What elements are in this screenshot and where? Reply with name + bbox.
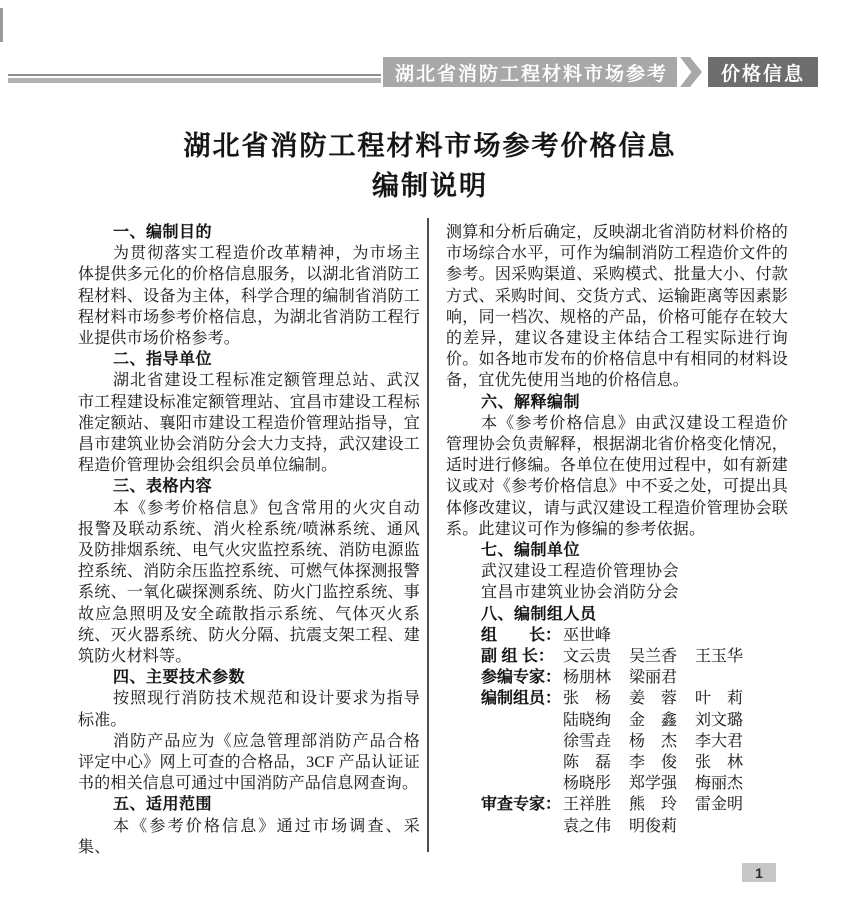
scan-edge-mark xyxy=(0,8,3,42)
section-heading: 六、解释编制 xyxy=(481,393,581,411)
banner-right-label: 价格信息 xyxy=(708,57,818,87)
paragraph: 本《参考价格信息》由武汉建设工程造价管理协会负责解释，根据湖北省价格变化情况，适时进行修编。各单位在使用过程中，如有新建议或对《参考价格信息》中不妥之处，可提出具体修改建议，请与武汉建设工程造价管理协会联系。此建议可作为修编的参考依据。 xyxy=(446,414,788,538)
roster-label: 参编专家： xyxy=(481,669,562,687)
header-rule-thick xyxy=(8,78,381,83)
roster-name: 杨 杰 xyxy=(629,732,678,750)
paragraph: 为贯彻落实工程造价改革精神，为市场主体提供多元化的价格信息服务，以湖北省消防工程材料、设备为主体，科学合理的编制省消防工程材料市场参考价格信息，为湖北省消防工程行业提供市场价格参考。 xyxy=(78,245,420,348)
section-heading: 三、表格内容 xyxy=(113,478,213,496)
page-title-line1: 湖北省消防工程材料市场参考价格信息 xyxy=(183,131,677,161)
chevron-right-icon xyxy=(680,57,702,87)
roster-row xyxy=(446,688,788,709)
roster-label: 编制组员： xyxy=(481,690,562,708)
roster-name: 袁之伟 xyxy=(563,817,612,835)
paragraph: 测算和分析后确定，反映湖北省消防材料价格的市场综合水平，可作为编制消防工程造价文件的参考。因采购渠道、采购模式、批量大小、付款方式、采购时间、交货方式、运输距离等因素影响，同一档次、规格的产品，价格可能存在较大的差异，建议各建设主体结合工程实际进行询价。如各地市发布的价格信息中有相同的材料设备，宜优先使用当地的价格信息。 xyxy=(446,224,788,390)
roster-name: 陈 磊 xyxy=(563,754,612,772)
roster-name: 姜 蓉 xyxy=(629,690,678,708)
roster-name: 李大君 xyxy=(695,732,744,750)
roster-name: 杨晓彤 xyxy=(563,775,612,793)
page-title xyxy=(0,126,860,206)
roster-row xyxy=(446,752,788,773)
paragraph: 本《参考价格信息》包含常用的火灾自动报警及联动系统、消火栓系统/喷淋系统、通风及防排烟系统、电气火灾监控系统、消防电源监控系统、消防余压监控系统、可燃气体探测报警系统、一氧化碳探测系统、防火门监控系统、事故应急照明及安全疏散指示系统、气体灭火系统、灭火器系统、防火分隔、抗震支架工程、建筑防火材料等。 xyxy=(78,499,420,666)
roster-name: 吴兰香 xyxy=(629,648,678,666)
roster-name: 熊 玲 xyxy=(629,796,678,814)
left-column xyxy=(78,222,420,858)
roster-name: 张 杨 xyxy=(563,690,612,708)
paragraph: 按照现行消防技术规范和设计要求为指导标准。 xyxy=(78,690,420,729)
roster-name: 李 俊 xyxy=(629,754,678,772)
section-heading: 八、编制组人员 xyxy=(481,605,597,623)
roster-name: 梅丽杰 xyxy=(695,775,744,793)
roster-name: 王玉华 xyxy=(695,648,744,666)
roster-name: 王祥胜 xyxy=(563,796,612,814)
roster-name: 杨朋林 xyxy=(563,669,612,687)
roster-name: 金 鑫 xyxy=(629,711,678,729)
roster-row xyxy=(446,773,788,794)
section-heading: 五、适用范围 xyxy=(113,796,213,814)
roster-name: 刘文璐 xyxy=(695,711,744,729)
roster-name: 陆晓绚 xyxy=(563,711,612,729)
paragraph: 湖北省建设工程标准定额管理总站、武汉市工程建设标准定额管理站、宜昌市建设工程标准定额站、襄阳市建设工程造价管理站指导，宜昌市建筑业协会消防分会大力支持，武汉建设工程造价管理协会组织会员单位编制。 xyxy=(78,372,420,475)
roster-name: 雷金明 xyxy=(695,796,744,814)
roster-name: 徐雪垚 xyxy=(563,732,612,750)
section-heading: 四、主要技术参数 xyxy=(113,669,246,687)
paragraph: 消防产品应为《应急管理部消防产品合格评定中心》网上可查的合格品，3CF 产品认证证书的相关信息可通过中国消防产品信息网查询。 xyxy=(78,732,420,793)
right-column xyxy=(446,222,788,837)
roster-row xyxy=(446,667,788,688)
roster-name: 巫世峰 xyxy=(563,626,612,644)
roster-label: 组 长： xyxy=(481,626,562,644)
roster-name: 梁丽君 xyxy=(629,669,678,687)
roster-row xyxy=(446,794,788,815)
column-divider xyxy=(427,218,429,852)
roster-name: 叶 莉 xyxy=(695,690,744,708)
roster-label: 副 组 长： xyxy=(481,648,554,666)
roster-name: 郑学强 xyxy=(629,775,678,793)
banner-left-label: 湖北省消防工程材料市场参考 xyxy=(383,57,677,87)
roster-row xyxy=(446,625,788,646)
roster-row xyxy=(446,646,788,667)
header-banner xyxy=(383,57,818,87)
roster-name: 文云贵 xyxy=(563,648,612,666)
text-line: 宜昌市建筑业协会消防分会 xyxy=(481,584,680,602)
roster-row xyxy=(446,816,788,837)
roster-name: 明俊莉 xyxy=(629,817,678,835)
page-title-line2: 编制说明 xyxy=(372,171,488,201)
paragraph: 本《参考价格信息》通过市场调查、采集、 xyxy=(78,817,420,856)
roster-row xyxy=(446,731,788,752)
header-rule-thin xyxy=(8,74,381,76)
roster-label: 审查专家： xyxy=(481,796,562,814)
roster-name: 张 林 xyxy=(695,754,744,772)
section-heading: 七、编制单位 xyxy=(481,542,581,560)
section-heading: 一、编制目的 xyxy=(113,224,213,241)
text-line: 武汉建设工程造价管理协会 xyxy=(481,563,680,581)
page-number-badge: 1 xyxy=(742,863,776,882)
roster-row xyxy=(446,710,788,731)
section-heading: 二、指导单位 xyxy=(113,351,213,369)
